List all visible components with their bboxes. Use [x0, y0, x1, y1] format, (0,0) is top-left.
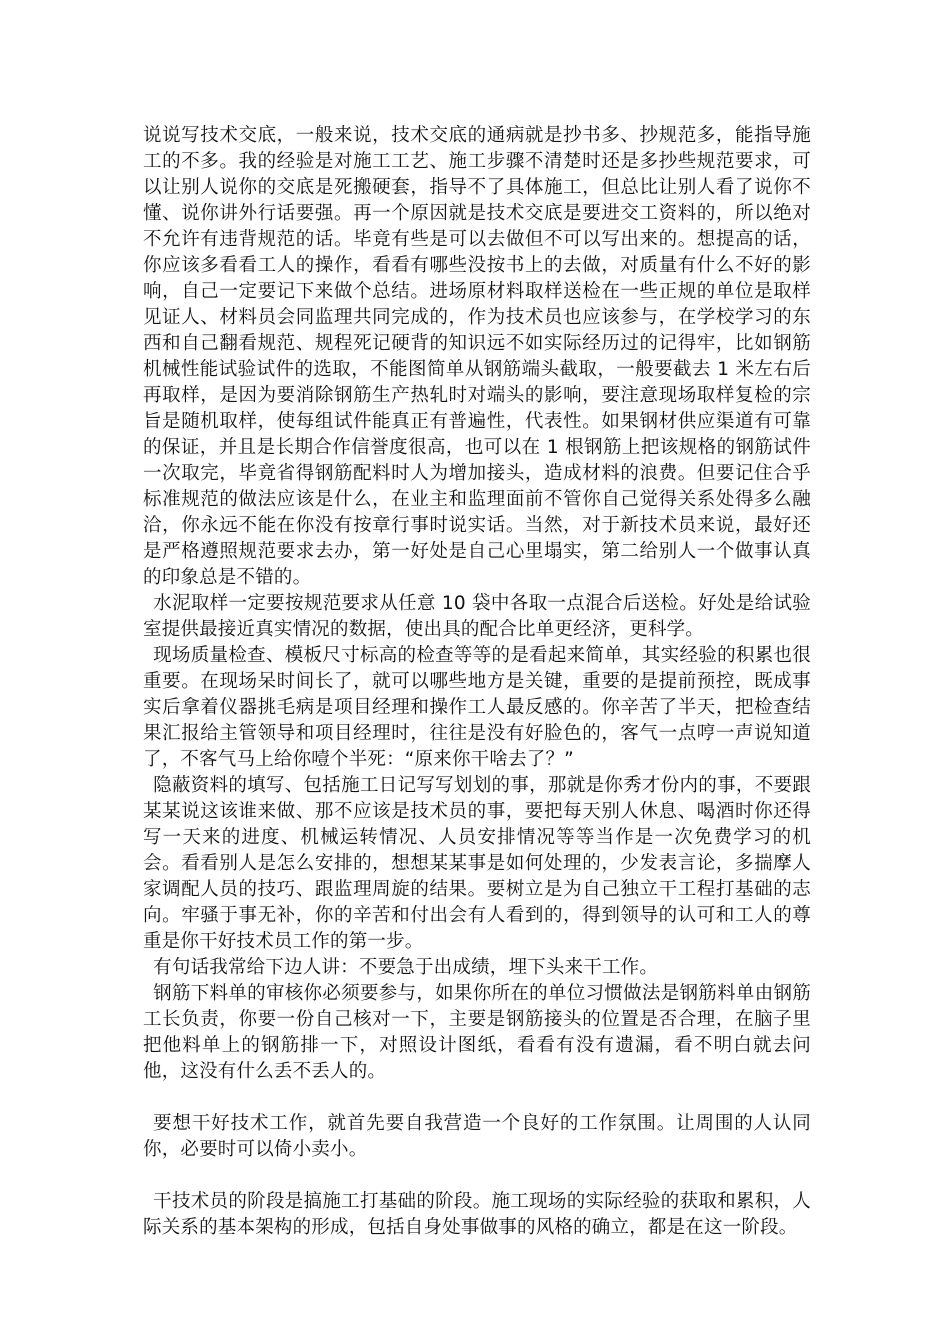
paragraph-saying: 有句话我常给下边人讲：不要急于出成绩，埋下头来干工作。 [153, 957, 659, 978]
paragraph-work-atmosphere: 要想干好技术工作，就首先要自我营造一个良好的工作氛围。让周围的人认同你，必要时可以倚小卖小。 [143, 1113, 811, 1160]
document-body [143, 123, 811, 1241]
paragraph-gap [143, 1085, 811, 1111]
paragraph-quality-inspection: 现场质量检查、模板尺寸标高的检查等等的是看起来简单，其实经验的积累也很重要。在现场呆时间长了，就可以哪些地方是关键，重要的是提前预控，既成事实后拿着仪器挑毛病是项目经理和操作工人最反感的。你辛苦了半天，把检查结果汇报给主管领导和项目经理时，往往是没有好脸色的，客气一点哼一声说知道了，不客气马上给你噎个半死：“原来你干啥去了？” [143, 645, 811, 770]
paragraph-technical-disclosure: 说说写技术交底，一般来说，技术交底的通病就是抄书多、抄规范多，能指导施工的不多。我的经验是对施工工艺、施工步骤不清楚时还是多抄些规范要求，可以让别人说你的交底是死搬硬套，指导不了具体施工，但总比让别人看了说你不懂、说你讲外行话要强。再一个原因就是技术交底是要进交工资料的，所以绝对不允许有违背规范的话。毕竟有些是可以去做但不可以写出来的。想提高的话，你应该多看看工人的操作，看看有哪些没按书上的去做，对质量有什么不好的影响，自己一定要记下来做个总结。进场原材料取样送检在一些正规的单位是取样见证人、材料员会同监理共同完成的，作为技术员也应该参与，在学校学习的东西和自己翻看规范、规程死记硬背的知识远不如实际经历过的记得牢，比如钢筋机械性能试验试件的选取，不能图简单从钢筋端头截取，一般要截去 1 米左右后再取样，是因为要消除钢筋生产热轧时对端头的影响，要注意现场取样复检的宗旨是随机取样，使每组试件能真正有普遍性，代表性。如果钢材供应渠道有可靠的保证，并且是长期合作信誉度很高，也可以在 1 根钢筋上把该规格的钢筋试件一次取完，毕竟省得钢筋配料时人为增加接头，造成材料的浪费。但要记住合乎标准规范的做法应该是什么，在业主和监理面前不管你自己觉得关系处得多么融洽，你永远不能在你没有按章行事时说实话。当然，对于新技术员来说，最好还是严格遵照规范要求去办，第一好处是自己心里塌实，第二给别人一个做事认真的印象总是不错的。 [143, 125, 811, 588]
paragraph-gap [143, 1163, 811, 1189]
paragraph-concealed-records: 隐蔽资料的填写、包括施工日记写写划划的事，那就是你秀才份内的事，不要跟某某说这该谁来做、那不应该是技术员的事，要把每天别人休息、喝酒时你还得写一天来的进度、机械运转情况、人员安排情况等等当作是一次免费学习的机会。看看别人是怎么安排的，想想某某事是如何处理的，少发表言论，多揣摩人家调配人员的技巧、跟监理周旋的结果。要树立是为自己独立干工程打基础的志向。牢骚于事无补，你的辛苦和付出会有人看到的，得到领导的认可和工人的尊重是你干好技术员工作的第一步。 [143, 775, 811, 952]
paragraph-technician-stage: 干技术员的阶段是搞施工打基础的阶段。施工现场的实际经验的获取和累积，人际关系的基本架构的形成，包括自身处事做事的风格的确立，都是在这一阶段。 [143, 1191, 811, 1238]
paragraph-rebar-list: 钢筋下料单的审核你必须要参与，如果你所在的单位习惯做法是钢筋料单由钢筋工长负责，你要一份自己核对一下，主要是钢筋接头的位置是否合理，在脑子里把他料单上的钢筋排一下，对照设计图纸，看看有没有遗漏，看不明白就去问他，这没有什么丢不丢人的。 [143, 983, 811, 1082]
paragraph-cement-sampling: 水泥取样一定要按规范要求从任意 10 袋中各取一点混合后送检。好处是给试验室提供最接近真实情况的数据，使出具的配合比单更经济，更科学。 [143, 593, 811, 640]
